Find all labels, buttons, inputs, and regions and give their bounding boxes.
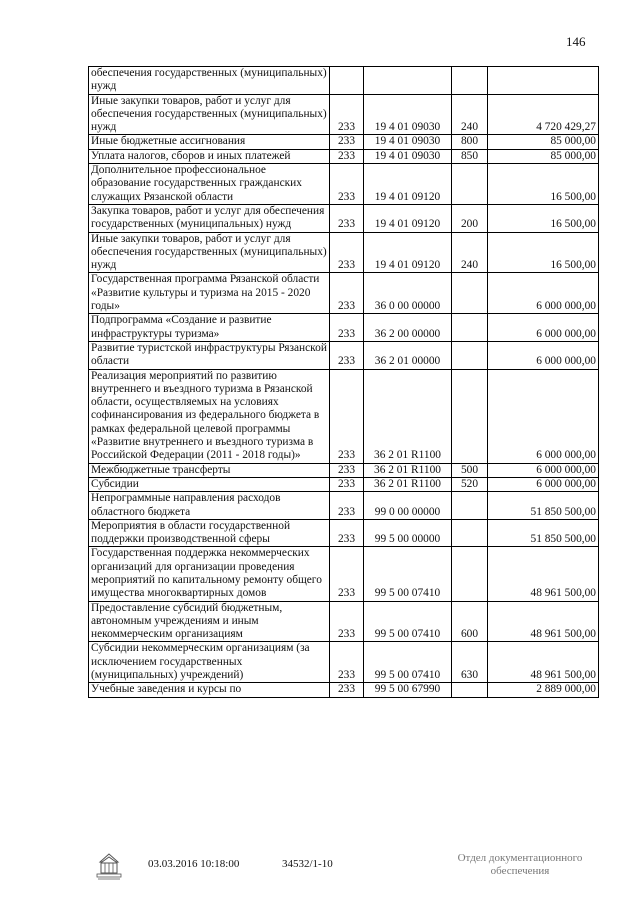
- table-row: [89, 135, 599, 149]
- cell-vr: 240: [452, 232, 488, 273]
- cell-vr: 240: [452, 94, 488, 135]
- cell-adm: 233: [330, 204, 364, 232]
- cell-csr: 19 4 01 09120: [364, 232, 452, 273]
- cell-sum: 51 850 500,00: [488, 492, 599, 520]
- cell-adm: 233: [330, 94, 364, 135]
- cell-csr: 36 0 00 00000: [364, 273, 452, 314]
- cell-sum: 51 850 500,00: [488, 519, 599, 547]
- cell-name: Государственная поддержка некоммерческих организаций для организации проведения мероприятий по капитальному ремонту общего имущества многоквартирных домов: [89, 547, 330, 601]
- table-row: [89, 341, 599, 369]
- cell-vr: [452, 547, 488, 601]
- table-row: [89, 477, 599, 491]
- cell-name: Непрограммные направления расходов областного бюджета: [89, 492, 330, 520]
- table-row: [89, 273, 599, 314]
- cell-name: Закупка товаров, работ и услуг для обеспечения государственных (муниципальных) нужд: [89, 204, 330, 232]
- cell-name: Учебные заведения и курсы по: [89, 683, 330, 697]
- cell-sum: 6 000 000,00: [488, 314, 599, 342]
- cell-sum: 48 961 500,00: [488, 547, 599, 601]
- cell-sum: 16 500,00: [488, 164, 599, 205]
- cell-vr: [452, 314, 488, 342]
- cell-adm: 233: [330, 463, 364, 477]
- cell-csr: 99 5 00 07410: [364, 547, 452, 601]
- footer-department-line2: обеспечения: [490, 865, 550, 877]
- cell-adm: 233: [330, 683, 364, 697]
- cell-sum: 16 500,00: [488, 232, 599, 273]
- cell-sum: 16 500,00: [488, 204, 599, 232]
- cell-name: Субсидии: [89, 477, 330, 491]
- cell-sum: 6 000 000,00: [488, 273, 599, 314]
- budget-table-body: [89, 67, 599, 698]
- cell-csr: 19 4 01 09120: [364, 164, 452, 205]
- cell-name: Иные закупки товаров, работ и услуг для обеспечения государственных (муниципальных) нужд: [89, 94, 330, 135]
- cell-csr: 99 5 00 67990: [364, 683, 452, 697]
- cell-name: Подпрограмма «Создание и развитие инфраструктуры туризма»: [89, 314, 330, 342]
- table-row: [89, 232, 599, 273]
- coat-of-arms-icon: [92, 852, 126, 887]
- table-row: [89, 314, 599, 342]
- cell-sum: 6 000 000,00: [488, 369, 599, 463]
- cell-name: Предоставление субсидий бюджетным, автономным учреждениям и иным некоммерческим организациям: [89, 601, 330, 642]
- table-row: [89, 369, 599, 463]
- cell-csr: [364, 67, 452, 95]
- table-row: [89, 67, 599, 95]
- cell-csr: 99 5 00 07410: [364, 601, 452, 642]
- cell-sum: 6 000 000,00: [488, 477, 599, 491]
- table-row: [89, 519, 599, 547]
- table-row: [89, 204, 599, 232]
- cell-name: Иные бюджетные ассигнования: [89, 135, 330, 149]
- cell-name: Государственная программа Рязанской области «Развитие культуры и туризма на 2015 - 2020 годы»: [89, 273, 330, 314]
- cell-sum: 4 720 429,27: [488, 94, 599, 135]
- footer-date: 03.03.2016 10:18:00: [148, 858, 240, 870]
- cell-adm: 233: [330, 135, 364, 149]
- cell-adm: 233: [330, 149, 364, 163]
- table-row: [89, 601, 599, 642]
- cell-name: обеспечения государственных (муниципальных) нужд: [89, 67, 330, 95]
- cell-vr: 800: [452, 135, 488, 149]
- cell-sum: 6 000 000,00: [488, 341, 599, 369]
- cell-csr: 36 2 01 R1100: [364, 369, 452, 463]
- cell-sum: 48 961 500,00: [488, 642, 599, 683]
- cell-vr: 500: [452, 463, 488, 477]
- cell-vr: 520: [452, 477, 488, 491]
- cell-vr: 200: [452, 204, 488, 232]
- cell-sum: 85 000,00: [488, 135, 599, 149]
- cell-name: Реализация мероприятий по развитию внутреннего и въездного туризма в Рязанской области, осуществляемых на условиях софинансирования из федерального бюджета в рамках федеральной целевой программы «Развитие внутреннего и въездного туризма в Российской Федерации (2011 - 2018 годы)»: [89, 369, 330, 463]
- cell-adm: 233: [330, 164, 364, 205]
- cell-vr: [452, 164, 488, 205]
- cell-adm: 233: [330, 477, 364, 491]
- table-row: [89, 547, 599, 601]
- cell-adm: 233: [330, 273, 364, 314]
- cell-adm: 233: [330, 369, 364, 463]
- cell-adm: 233: [330, 492, 364, 520]
- cell-csr: 99 5 00 07410: [364, 642, 452, 683]
- cell-csr: 19 4 01 09030: [364, 94, 452, 135]
- table-row: [89, 683, 599, 697]
- cell-name: Субсидии некоммерческим организациям (за исключением государственных (муниципальных) учреждений): [89, 642, 330, 683]
- cell-name: Иные закупки товаров, работ и услуг для обеспечения государственных (муниципальных) нужд: [89, 232, 330, 273]
- cell-name: Развитие туристской инфраструктуры Рязанской области: [89, 341, 330, 369]
- cell-name: Мероприятия в области государственной поддержки производственной сферы: [89, 519, 330, 547]
- cell-sum: 2 889 000,00: [488, 683, 599, 697]
- cell-adm: 233: [330, 547, 364, 601]
- cell-adm: [330, 67, 364, 95]
- cell-vr: [452, 492, 488, 520]
- cell-adm: 233: [330, 642, 364, 683]
- cell-csr: 99 5 00 00000: [364, 519, 452, 547]
- footer-department: [440, 852, 600, 878]
- cell-vr: [452, 683, 488, 697]
- cell-csr: 19 4 01 09030: [364, 149, 452, 163]
- footer-department-line1: Отдел документационного: [457, 852, 583, 864]
- footer-doc-number: 34532/1-10: [282, 858, 333, 870]
- budget-table: [88, 66, 599, 698]
- table-row: [89, 463, 599, 477]
- cell-csr: 36 2 01 R1100: [364, 463, 452, 477]
- cell-vr: 600: [452, 601, 488, 642]
- cell-adm: 233: [330, 601, 364, 642]
- cell-vr: [452, 67, 488, 95]
- cell-csr: 36 2 01 R1100: [364, 477, 452, 491]
- cell-vr: [452, 519, 488, 547]
- cell-sum: 48 961 500,00: [488, 601, 599, 642]
- cell-vr: [452, 273, 488, 314]
- cell-adm: 233: [330, 232, 364, 273]
- cell-sum: 6 000 000,00: [488, 463, 599, 477]
- cell-csr: 99 0 00 00000: [364, 492, 452, 520]
- cell-name: Дополнительное профессиональное образование государственных гражданских служащих Рязанской области: [89, 164, 330, 205]
- cell-csr: 19 4 01 09030: [364, 135, 452, 149]
- cell-sum: 85 000,00: [488, 149, 599, 163]
- cell-vr: 630: [452, 642, 488, 683]
- cell-adm: 233: [330, 341, 364, 369]
- table-row: [89, 164, 599, 205]
- table-row: [89, 149, 599, 163]
- page-number: 146: [566, 34, 586, 49]
- cell-sum: [488, 67, 599, 95]
- cell-csr: 36 2 00 00000: [364, 314, 452, 342]
- cell-vr: [452, 369, 488, 463]
- cell-adm: 233: [330, 519, 364, 547]
- cell-vr: [452, 341, 488, 369]
- cell-adm: 233: [330, 314, 364, 342]
- cell-csr: 19 4 01 09120: [364, 204, 452, 232]
- table-row: [89, 94, 599, 135]
- cell-vr: 850: [452, 149, 488, 163]
- cell-name: Межбюджетные трансферты: [89, 463, 330, 477]
- cell-name: Уплата налогов, сборов и иных платежей: [89, 149, 330, 163]
- table-row: [89, 492, 599, 520]
- cell-csr: 36 2 01 00000: [364, 341, 452, 369]
- table-row: [89, 642, 599, 683]
